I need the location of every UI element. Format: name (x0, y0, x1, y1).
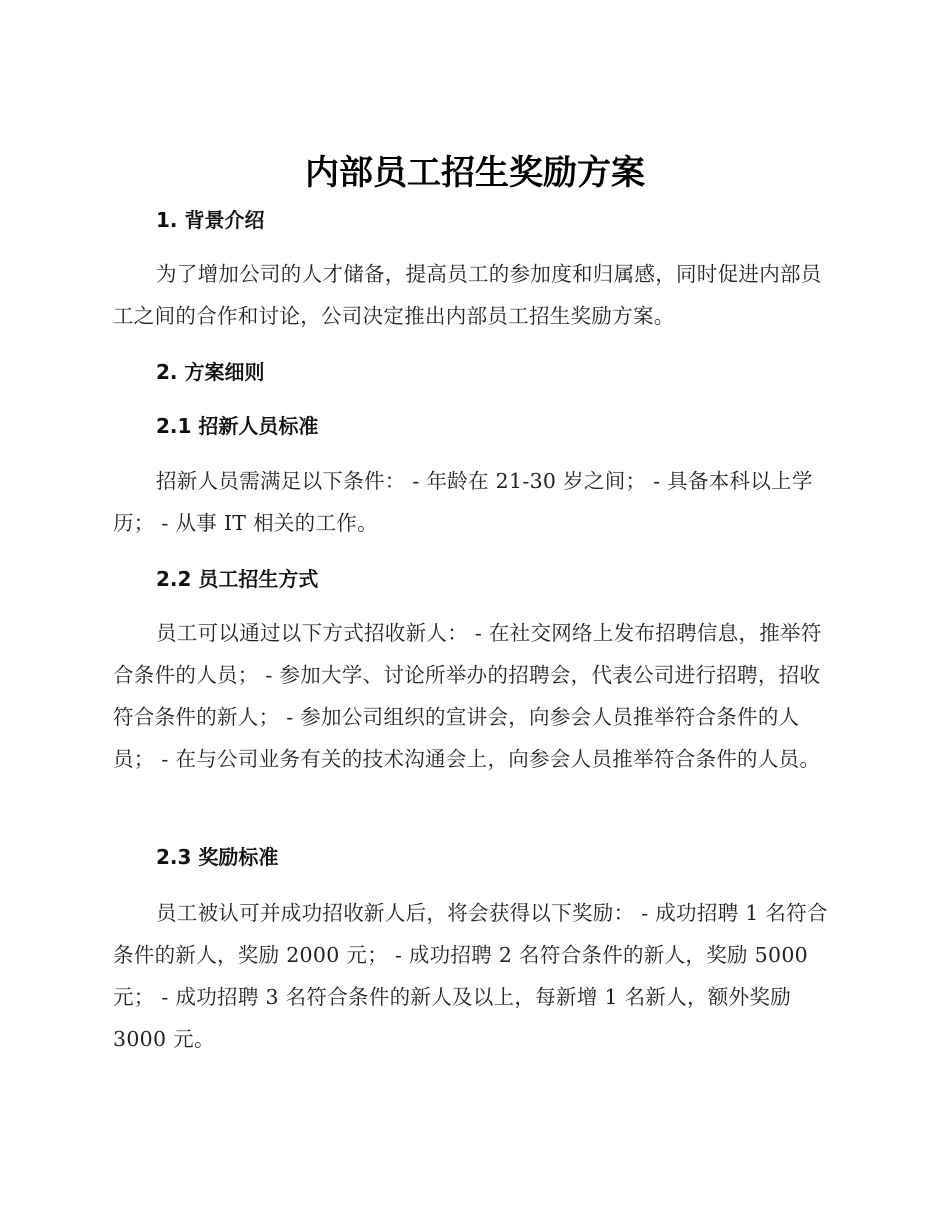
section-heading-recruit-methods: 2.2 员工招生方式 (156, 567, 319, 591)
section-heading-reward-standard: 2.3 奖励标准 (156, 845, 279, 869)
section-body-recruit-criteria: 招新人员需满足以下条件： - 年龄在 21-30 岁之间； - 具备本科以上学历； - 从事 IT 相关的工作。 (113, 469, 813, 535)
section-body-recruit-methods: 员工可以通过以下方式招收新人： - 在社交网络上发布招聘信息，推举符合条件的人员； - 参加大学、讨论所举办的招聘会，代表公司进行招聘，招收符合条件的新人； - 参加公司组织的宣讲会，向参会人员推举符合条件的人员； - 在与公司业务有关的技术沟通会上，向参会人员推举符合条件的人员。 (113, 621, 822, 771)
section-body-reward-standard: 员工被认可并成功招收新人后，将会获得以下奖励： - 成功招聘 1 名符合条件的新人，奖励 2000 元； - 成功招聘 2 名符合条件的新人，奖励 5000 元； - 成功招聘 3 名符合条件的新人及以上，每新增 1 名新人，额外奖励 3000 元。 (113, 901, 828, 1051)
section-heading-background: 1. 背景介绍 (156, 208, 265, 232)
section-body-background: 为了增加公司的人才储备，提高员工的参加度和归属感，同时促进内部员工之间的合作和讨论，公司决定推出内部员工招生奖励方案。 (113, 262, 822, 328)
section-heading-plan-details: 2. 方案细则 (156, 360, 265, 384)
document-title: 内部员工招生奖励方案 (305, 153, 645, 193)
section-heading-recruit-criteria: 2.1 招新人员标准 (156, 414, 319, 438)
